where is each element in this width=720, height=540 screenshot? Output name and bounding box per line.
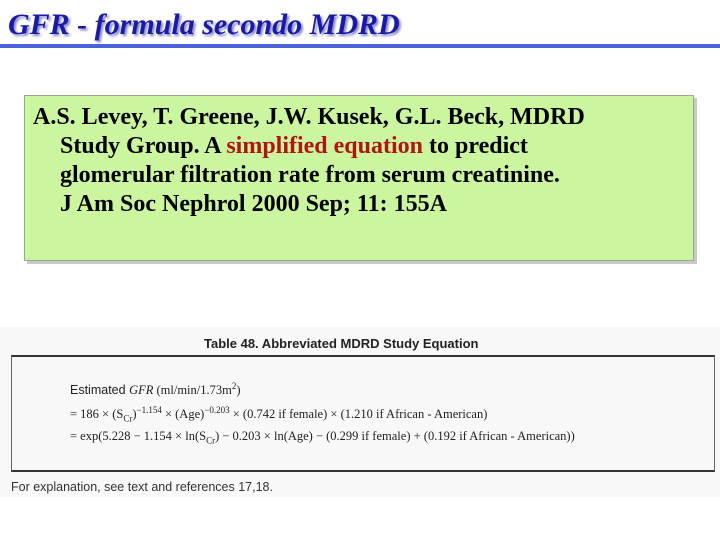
eq2-c: × (Age)	[161, 407, 205, 422]
reference-box	[24, 95, 694, 261]
equation-table-image	[0, 327, 720, 497]
slide-title: GFR - formula secondo MDRD	[8, 8, 400, 41]
reference-title-line	[33, 132, 693, 161]
table-caption: Table 48. Abbreviated MDRD Study Equation	[204, 336, 479, 351]
eq-var: GFR	[129, 383, 154, 398]
eq2-b: )	[132, 407, 137, 422]
title-underline	[0, 44, 720, 48]
eq2-a: = 186 × (S	[70, 407, 124, 422]
eq3-b: ) − 0.203 × ln(Age) − (0.299 if female) + (0.192 if African - American))	[215, 429, 575, 443]
reference-journal: J Am Soc Nephrol 2000 Sep; 11: 155A	[60, 191, 447, 217]
equation-header	[70, 381, 241, 398]
eq2-exp2: −0.203	[204, 405, 230, 415]
eq2-d: × (0.742 if female) × (1.210 if African - American)	[229, 407, 488, 422]
eq-label: Estimated	[70, 383, 130, 398]
reference-authors: A.S. Levey, T. Greene, J.W. Kusek, G.L. Beck, MDRD	[33, 104, 585, 130]
eq-units-close: )	[236, 383, 241, 398]
equation-power-form	[70, 405, 487, 424]
reference-title-cont: glomerular filtration rate from serum creatinine.	[60, 162, 560, 188]
reference-title-end: to predict	[423, 133, 528, 159]
equation-table	[11, 355, 715, 472]
eq-units: (ml/min/1.73m	[153, 383, 232, 398]
eq3-a: = exp(5.228 − 1.154 × ln(S	[70, 429, 207, 443]
table-footnote: For explanation, see text and references 17,18.	[11, 480, 273, 494]
equation-exp-form	[70, 429, 575, 446]
eq2-sub: Cr	[123, 413, 133, 424]
eq-units-exp: 2	[231, 381, 237, 391]
eq2-exp1: −1.154	[136, 405, 162, 415]
reference-highlight: simplified equation	[226, 133, 424, 159]
eq3-sub: Cr	[206, 435, 216, 446]
reference-title-start: Study Group. A	[60, 133, 227, 159]
